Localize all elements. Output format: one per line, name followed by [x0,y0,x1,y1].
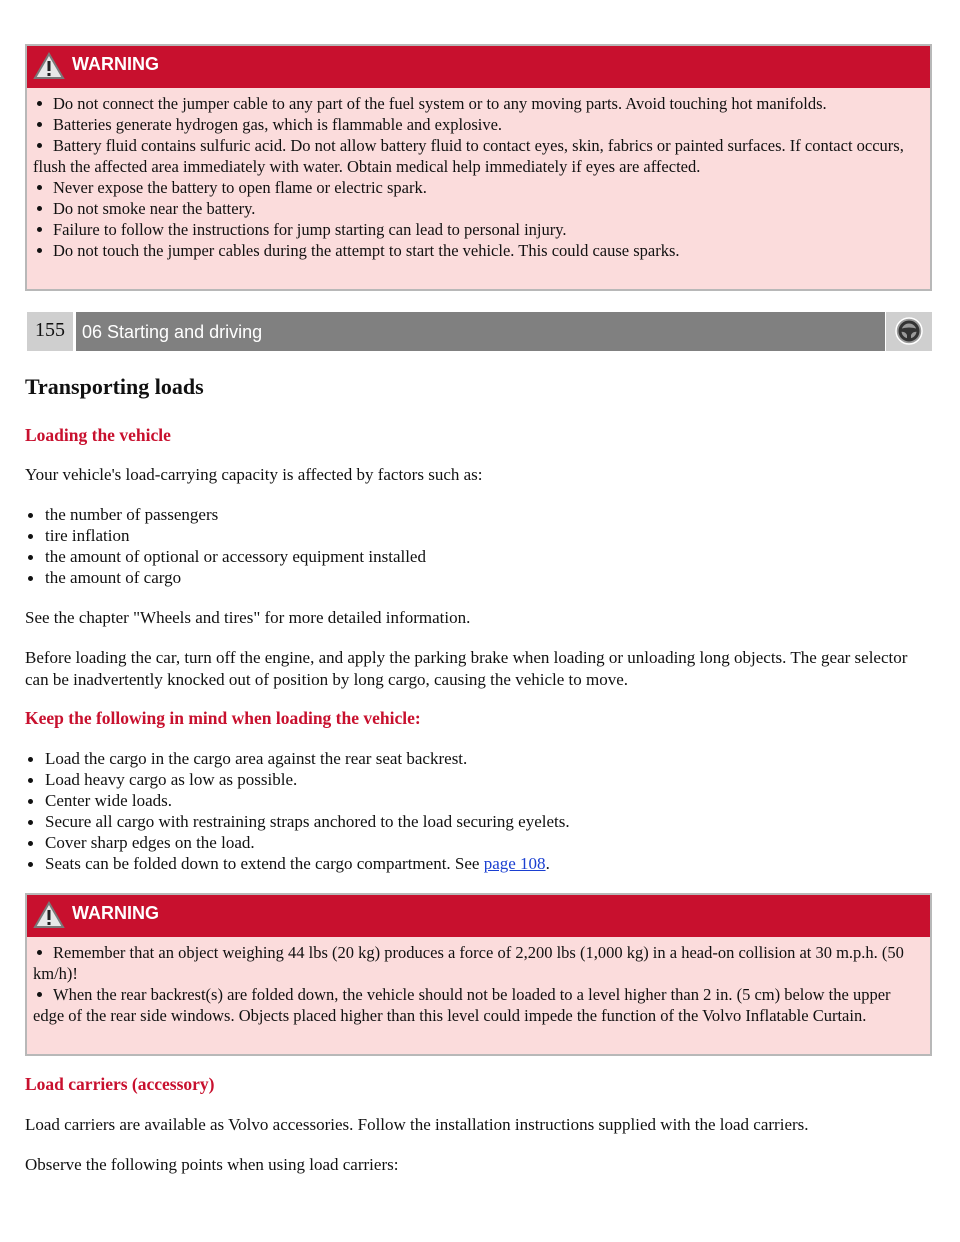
warning-title: WARNING [72,903,159,923]
warning-item: Battery fluid contains sulfuric acid. Do not allow battery fluid to contact eyes, skin, fabrics or painted surfaces. If contact occurs, flush the affected area immediately with water. Obtain medical help immediately if eyes are affected. [33,135,924,177]
list-item: the amount of optional or accessory equipment installed [25,546,426,567]
list-item: Load the cargo in the cargo area against the rear seat backrest. [25,748,570,769]
tips-list [25,748,570,874]
warning-item: Remember that an object weighing 44 lbs (20 kg) produces a force of 2,200 lbs (1,000 kg) in a head-on collision at 30 m.p.h. (50 km/h)! [33,942,924,984]
paragraph-observe: Observe the following points when using load carriers: [25,1155,399,1174]
subheading-loading-vehicle: Loading the vehicle [25,425,171,445]
warning-title: WARNING [72,54,159,74]
paragraph-carriers-intro: Load carriers are available as Volvo accessories. Follow the installation instructions supplied with the load carriers. [25,1115,809,1134]
warning-list [27,88,930,268]
seats-tip-text: Seats can be folded down to extend the cargo compartment. See [45,854,484,873]
warning-header [27,46,930,88]
warning-item: Never expose the battery to open flame or electric spark. [33,177,924,198]
warning-header [27,895,930,937]
chapter-bar [27,312,932,351]
list-item: Center wide loads. [25,790,570,811]
warning-list [27,937,930,1033]
chapter-title: 06 Starting and driving [76,312,885,351]
warning-box-jump-start [25,44,932,291]
list-item: Cover sharp edges on the load. [25,832,570,853]
list-item: Load heavy cargo as low as possible. [25,769,570,790]
paragraph-see-chapter: See the chapter "Wheels and tires" for more detailed information. [25,608,471,627]
list-item: the amount of cargo [25,567,426,588]
subheading-load-carriers: Load carriers (accessory) [25,1074,215,1094]
warning-item: Do not touch the jumper cables during the attempt to start the vehicle. This could cause sparks. [33,240,924,261]
factors-list [25,504,426,588]
warning-item: Batteries generate hydrogen gas, which is flammable and explosive. [33,114,924,135]
warning-triangle-icon [33,901,65,934]
warning-item: Failure to follow the instructions for jump starting can lead to personal injury. [33,219,924,240]
section-title: Transporting loads [25,374,204,399]
list-item [25,853,570,874]
warning-item: Do not connect the jumper cable to any part of the fuel system or to any moving parts. Avoid touching hot manifolds. [33,93,924,114]
warning-item: When the rear backrest(s) are folded down, the vehicle should not be loaded to a level higher than 2 in. (5 cm) below the upper edge of the rear side windows. Objects placed higher than this level could impede the function of the Volvo Inflatable Curtain. [33,984,924,1026]
paragraph-before-loading: Before loading the car, turn off the engine, and apply the parking brake when loading or unloading long objects. The gear selector can be inadvertently knocked out of position by long cargo, causing the vehicle to move. [25,648,908,689]
list-item: Secure all cargo with restraining straps anchored to the load securing eyelets. [25,811,570,832]
warning-item: Do not smoke near the battery. [33,198,924,219]
seats-tip-suffix: . [545,854,550,873]
page-108-link[interactable]: page 108 [483,854,546,873]
warning-triangle-icon [33,52,65,85]
list-item: the number of passengers [25,504,426,525]
warning-box-cargo [25,893,932,1056]
steering-wheel-icon [886,312,932,351]
page-number: 155 [27,312,73,351]
list-item: tire inflation [25,525,426,546]
subheading-keep-in-mind: Keep the following in mind when loading the vehicle: [25,708,421,728]
paragraph-capacity-intro: Your vehicle's load-carrying capacity is affected by factors such as: [25,465,483,484]
